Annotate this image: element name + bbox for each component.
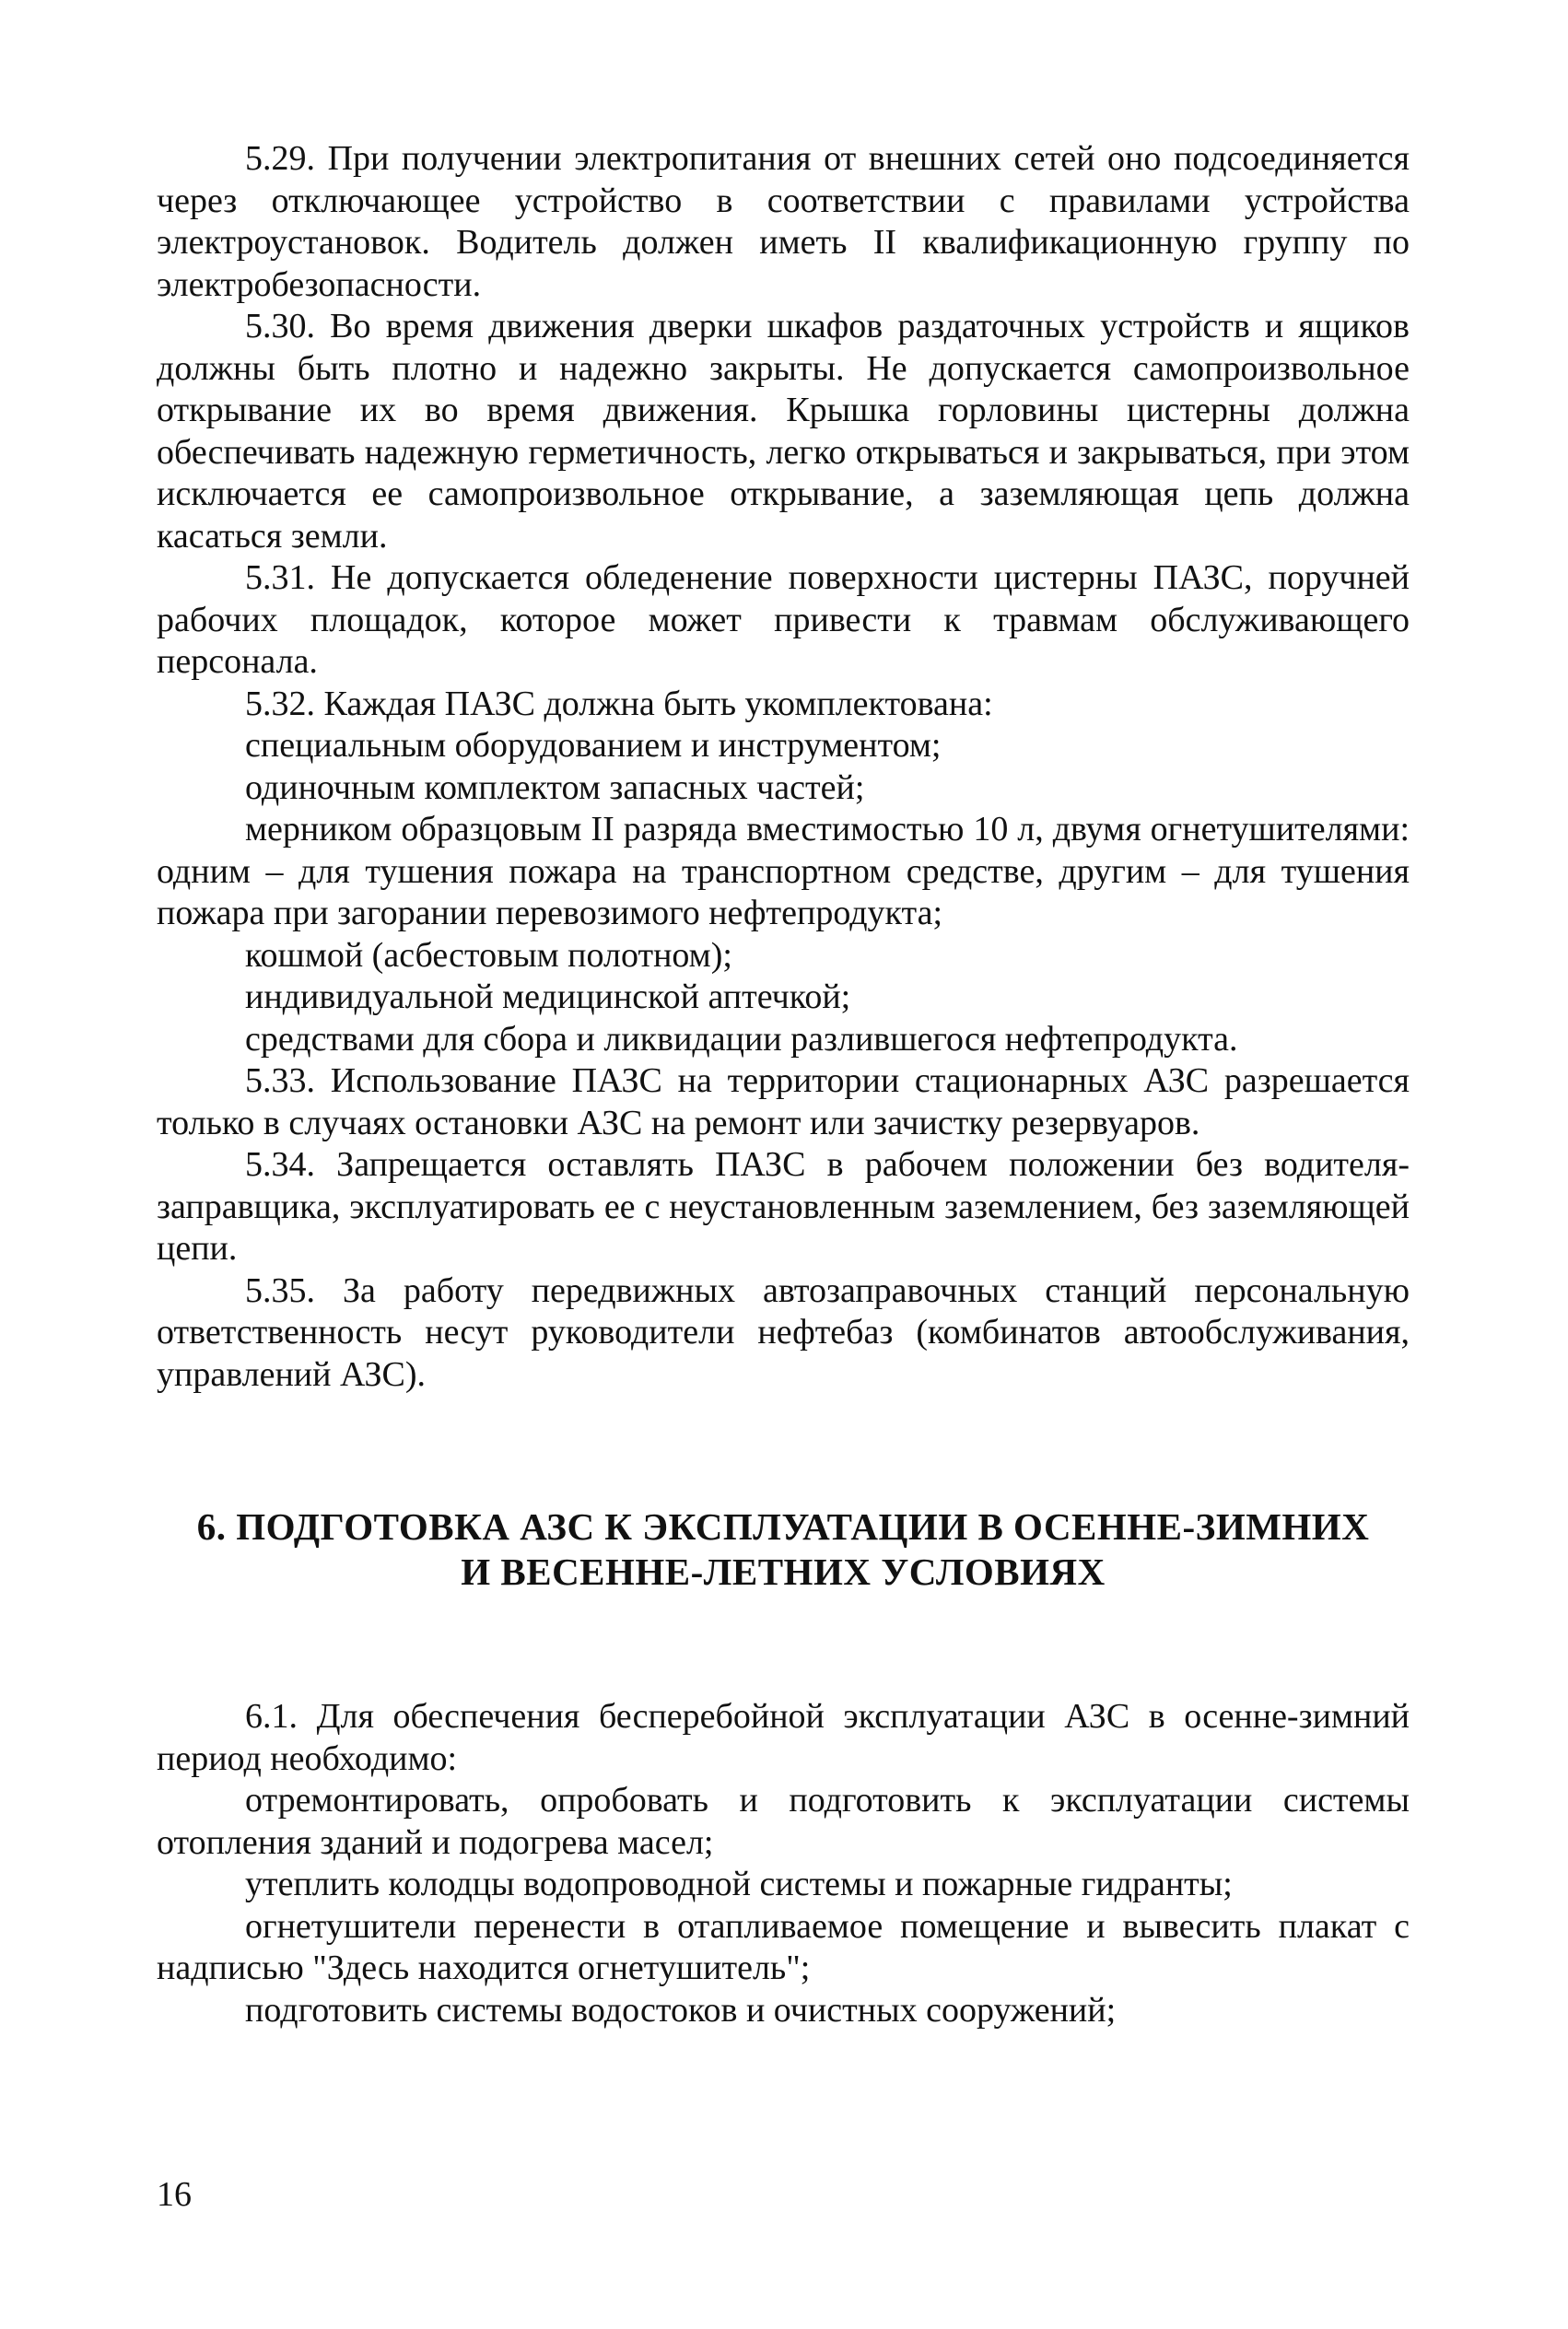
- paragraph-5-33: 5.33. Использование ПАЗС на территории стационарных АЗС разрешается только в случаях остановки АЗС на ремонт или зачистку резервуаров.: [157, 1061, 1410, 1142]
- list-item: огнетушители перенести в отапливаемое помещение и вывесить плакат с надписью "Здесь находится огнетушитель";: [157, 1906, 1410, 1987]
- list-item: средствами для сбора и ликвидации разлившегося нефтепродукта.: [245, 1019, 1238, 1059]
- paragraph-6-1: 6.1. Для обеспечения бесперебойной эксплуатации АЗС в осенне-зимний период необходимо:: [157, 1697, 1410, 1778]
- paragraph-5-32: 5.32. Каждая ПАЗС должна быть укомплектована:: [245, 684, 993, 723]
- spacer: [157, 1396, 1410, 1504]
- paragraph-5-35: 5.35. За работу передвижных автозаправочных станций персональную ответственность несут руководители нефтебаз (комбинатов автообслуживания, управлений АЗС).: [157, 1270, 1410, 1394]
- paragraph-5-30: 5.30. Во время движения дверки шкафов раздаточных устройств и ящиков должны быть плотно и надежно закрыты. Не допускается самопроизвольное открывание их во время движения. Крышка горловины цистерны должна обеспечивать надежную герметичность, легко открываться и закрываться, при этом исключается ее самопроизвольное открывание, а заземляющая цепь должна касаться земли.: [157, 307, 1410, 556]
- paragraph-5-34: 5.34. Запрещается оставлять ПАЗС в рабочем положении без водителя-заправщика, эксплуатировать ее с неустановленным заземлением, без заземляющей цепи.: [157, 1145, 1410, 1268]
- list-item: специальным оборудованием и инструментом;: [245, 726, 942, 765]
- list-item: индивидуальной медицинской аптечкой;: [245, 977, 851, 1016]
- list-item: утеплить колодцы водопроводной системы и пожарные гидранты;: [245, 1865, 1233, 1903]
- list-item: подготовить системы водостоков и очистных сооружений;: [245, 1990, 1117, 2030]
- list-item: отремонтировать, опробовать и подготовить к эксплуатации системы отопления зданий и подогрева масел;: [157, 1781, 1410, 1862]
- list-item: кошмой (асбестовым полотном);: [245, 935, 732, 975]
- list-item: одиночным комплектом запасных частей;: [245, 767, 865, 807]
- page-number: 16: [157, 2175, 192, 2214]
- equipment-list: [157, 725, 1410, 1060]
- section-heading-line-1: 6. ПОДГОТОВКА АЗС К ЭКСПЛУАТАЦИИ В ОСЕННЕ-ЗИМНИХ: [196, 1505, 1370, 1548]
- document-page: [157, 138, 1410, 2031]
- list-item: мерником образцовым II разряда вместимостью 10 л, двумя огнетушителями: одним – для тушения пожара на транспортном средстве, другим – для тушения пожара при загорании перевозимого нефтепродукта;: [157, 810, 1410, 932]
- spacer: [157, 1595, 1410, 1696]
- preparation-list: [157, 1780, 1410, 2031]
- paragraph-5-29: 5.29. При получении электропитания от внешних сетей оно подсоединяется через отключающее устройство в соответствии с правилами устройства электроустановок. Водитель должен иметь II квалификационную группу по электробезопасности.: [157, 139, 1410, 304]
- section-heading: [157, 1504, 1410, 1595]
- paragraph-5-31: 5.31. Не допускается обледенение поверхности цистерны ПАЗС, поручней рабочих площадок, которое может привести к травмам обслуживающего персонала.: [157, 558, 1410, 681]
- section-heading-line-2: И ВЕСЕННЕ-ЛЕТНИХ УСЛОВИЯХ: [461, 1551, 1106, 1593]
